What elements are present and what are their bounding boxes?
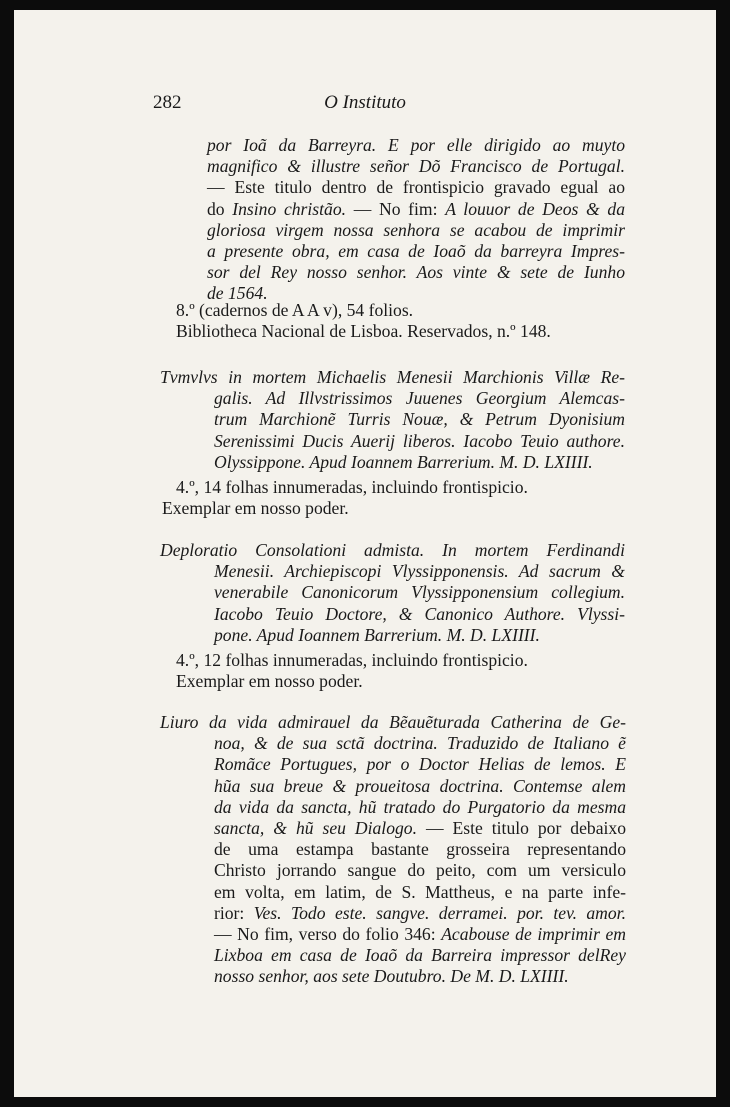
text-segment: Tvmvlvs in mortem Michaelis Menesii Marchionis Villæ Re- [160, 367, 625, 387]
text-segment: noa, & de sua sctã doctrina. Traduzido de Italiano ẽ [214, 733, 626, 753]
text-segment: trum Marchionẽ Turris Nouæ, & Petrum Dyonisium [214, 409, 625, 429]
text-segment: venerabile Canonicorum Vlyssipponensium collegium. [214, 582, 625, 602]
text-segment: por Ioã da Barreyra. E por elle dirigido ao muyto [207, 135, 625, 155]
text-line [214, 797, 626, 818]
page-header [14, 92, 716, 120]
text-segment: Acabouse de imprimir em [441, 924, 627, 944]
text-segment: Exemplar em nosso poder. [176, 671, 363, 691]
text-segment: Lixboa em casa de Ioaõ da Barreira impressor delRey [214, 945, 626, 965]
text-line [214, 966, 569, 987]
text-segment: hũa sua breue & proueitosa doctrina. Contemse alem [214, 776, 626, 796]
text-segment: gloriosa virgem nossa senhora se acabou de imprimir [207, 220, 625, 240]
text-line [162, 498, 349, 519]
text-segment: A louuor de Deos & da [445, 199, 626, 219]
text-segment: do [207, 199, 233, 219]
text-segment: Bibliotheca Nacional de Lisboa. Reservados, n.º 148. [176, 321, 551, 341]
text-line [207, 177, 625, 198]
text-line [207, 156, 625, 177]
text-line [176, 477, 528, 498]
text-segment: Serenissimi Ducis Auerij liberos. Iacobo Teuio authore. [214, 431, 625, 451]
text-line [207, 262, 625, 283]
text-line [214, 388, 625, 409]
text-line [214, 860, 626, 881]
text-line [176, 300, 413, 321]
text-segment: Olyssippone. Apud Ioannem Barrerium. M. D. LXIIII. [214, 452, 593, 472]
text-line [176, 321, 551, 342]
text-segment: 8.º (cadernos de A A v), 54 folios. [176, 300, 414, 320]
text-segment: — Este titulo dentro de frontispicio gravado egual ao [207, 177, 625, 197]
text-segment: rior: [214, 903, 254, 923]
text-line [214, 582, 625, 603]
text-line [214, 882, 626, 903]
text-line [214, 431, 625, 452]
text-segment: a presente obra, em casa de Ioaõ da barreyra Impres- [207, 241, 625, 261]
text-line [214, 452, 593, 473]
text-segment: Menesii. Archiepiscopi Vlyssipponensis. Ad sacrum & [214, 561, 625, 581]
text-segment: — No fim, verso do folio 346: [214, 924, 442, 944]
text-line [214, 924, 626, 945]
text-segment: nosso senhor, aos sete Doutubro. De M. D. LXIIII. [214, 966, 569, 986]
text-segment: Romãce Portugues, por o Doctor Helias de lemos. E [214, 754, 626, 774]
book-page [14, 10, 716, 1097]
text-line [214, 733, 626, 754]
text-segment: de 1564. [207, 283, 268, 303]
text-line [207, 135, 625, 156]
text-line [207, 220, 625, 241]
text-segment: — Este titulo por debaixo [417, 818, 626, 838]
text-line [176, 650, 528, 671]
text-segment: 4.º, 14 folhas innumeradas, incluindo frontispicio. [176, 477, 528, 497]
running-title: O Instituto [324, 92, 406, 113]
text-line [214, 839, 626, 860]
text-line [160, 540, 625, 561]
text-segment: Christo jorrando sangue do peito, com um versiculo [214, 860, 626, 880]
text-segment: pone. Apud Ioannem Barrerium. M. D. LXIIII. [214, 625, 540, 645]
text-segment: Liuro da vida admirauel da Bẽauẽturada Catherina de Ge- [160, 712, 626, 732]
text-line [214, 818, 626, 839]
text-segment: magnifico & illustre señor Dõ Francisco de Portugal. [207, 156, 625, 176]
text-segment: de uma estampa bastante grosseira representando [214, 839, 626, 859]
text-segment: Deploratio Consolationi admista. In mortem Ferdinandi [160, 540, 625, 560]
text-line [214, 903, 626, 924]
text-segment: galis. Ad Illvstrissimos Juuenes Georgium Alemcas- [214, 388, 625, 408]
text-segment: em volta, em latim, de S. Mattheus, e na parte infe- [214, 882, 626, 902]
text-line [160, 712, 626, 733]
text-segment: da vida da sancta, hũ tratado do Purgatorio da mesma [214, 797, 626, 817]
text-line [214, 945, 626, 966]
text-segment: sancta, & hũ seu Dialogo. [214, 818, 417, 838]
text-segment: Iacobo Teuio Doctore, & Canonico Authore. Vlyssi- [214, 604, 625, 624]
text-line [160, 367, 625, 388]
text-line [214, 561, 625, 582]
text-line [207, 199, 625, 220]
text-segment: 4.º, 12 folhas innumeradas, incluindo frontispicio. [176, 650, 528, 670]
text-line [214, 776, 626, 797]
text-line [176, 671, 363, 692]
text-line [214, 604, 625, 625]
text-line [214, 625, 540, 646]
text-line [214, 754, 626, 775]
text-segment: Ves. Todo este. sangve. derramei. por. tev. amor. [253, 903, 626, 923]
text-segment: — No fim: [346, 199, 446, 219]
text-segment: sor del Rey nosso senhor. Aos vinte & sete de Iunho [207, 262, 625, 282]
text-line [207, 241, 625, 262]
text-line [214, 409, 625, 430]
page-number: 282 [153, 92, 182, 113]
text-segment: Insino christão. [232, 199, 347, 219]
text-segment: Exemplar em nosso poder. [162, 498, 349, 518]
